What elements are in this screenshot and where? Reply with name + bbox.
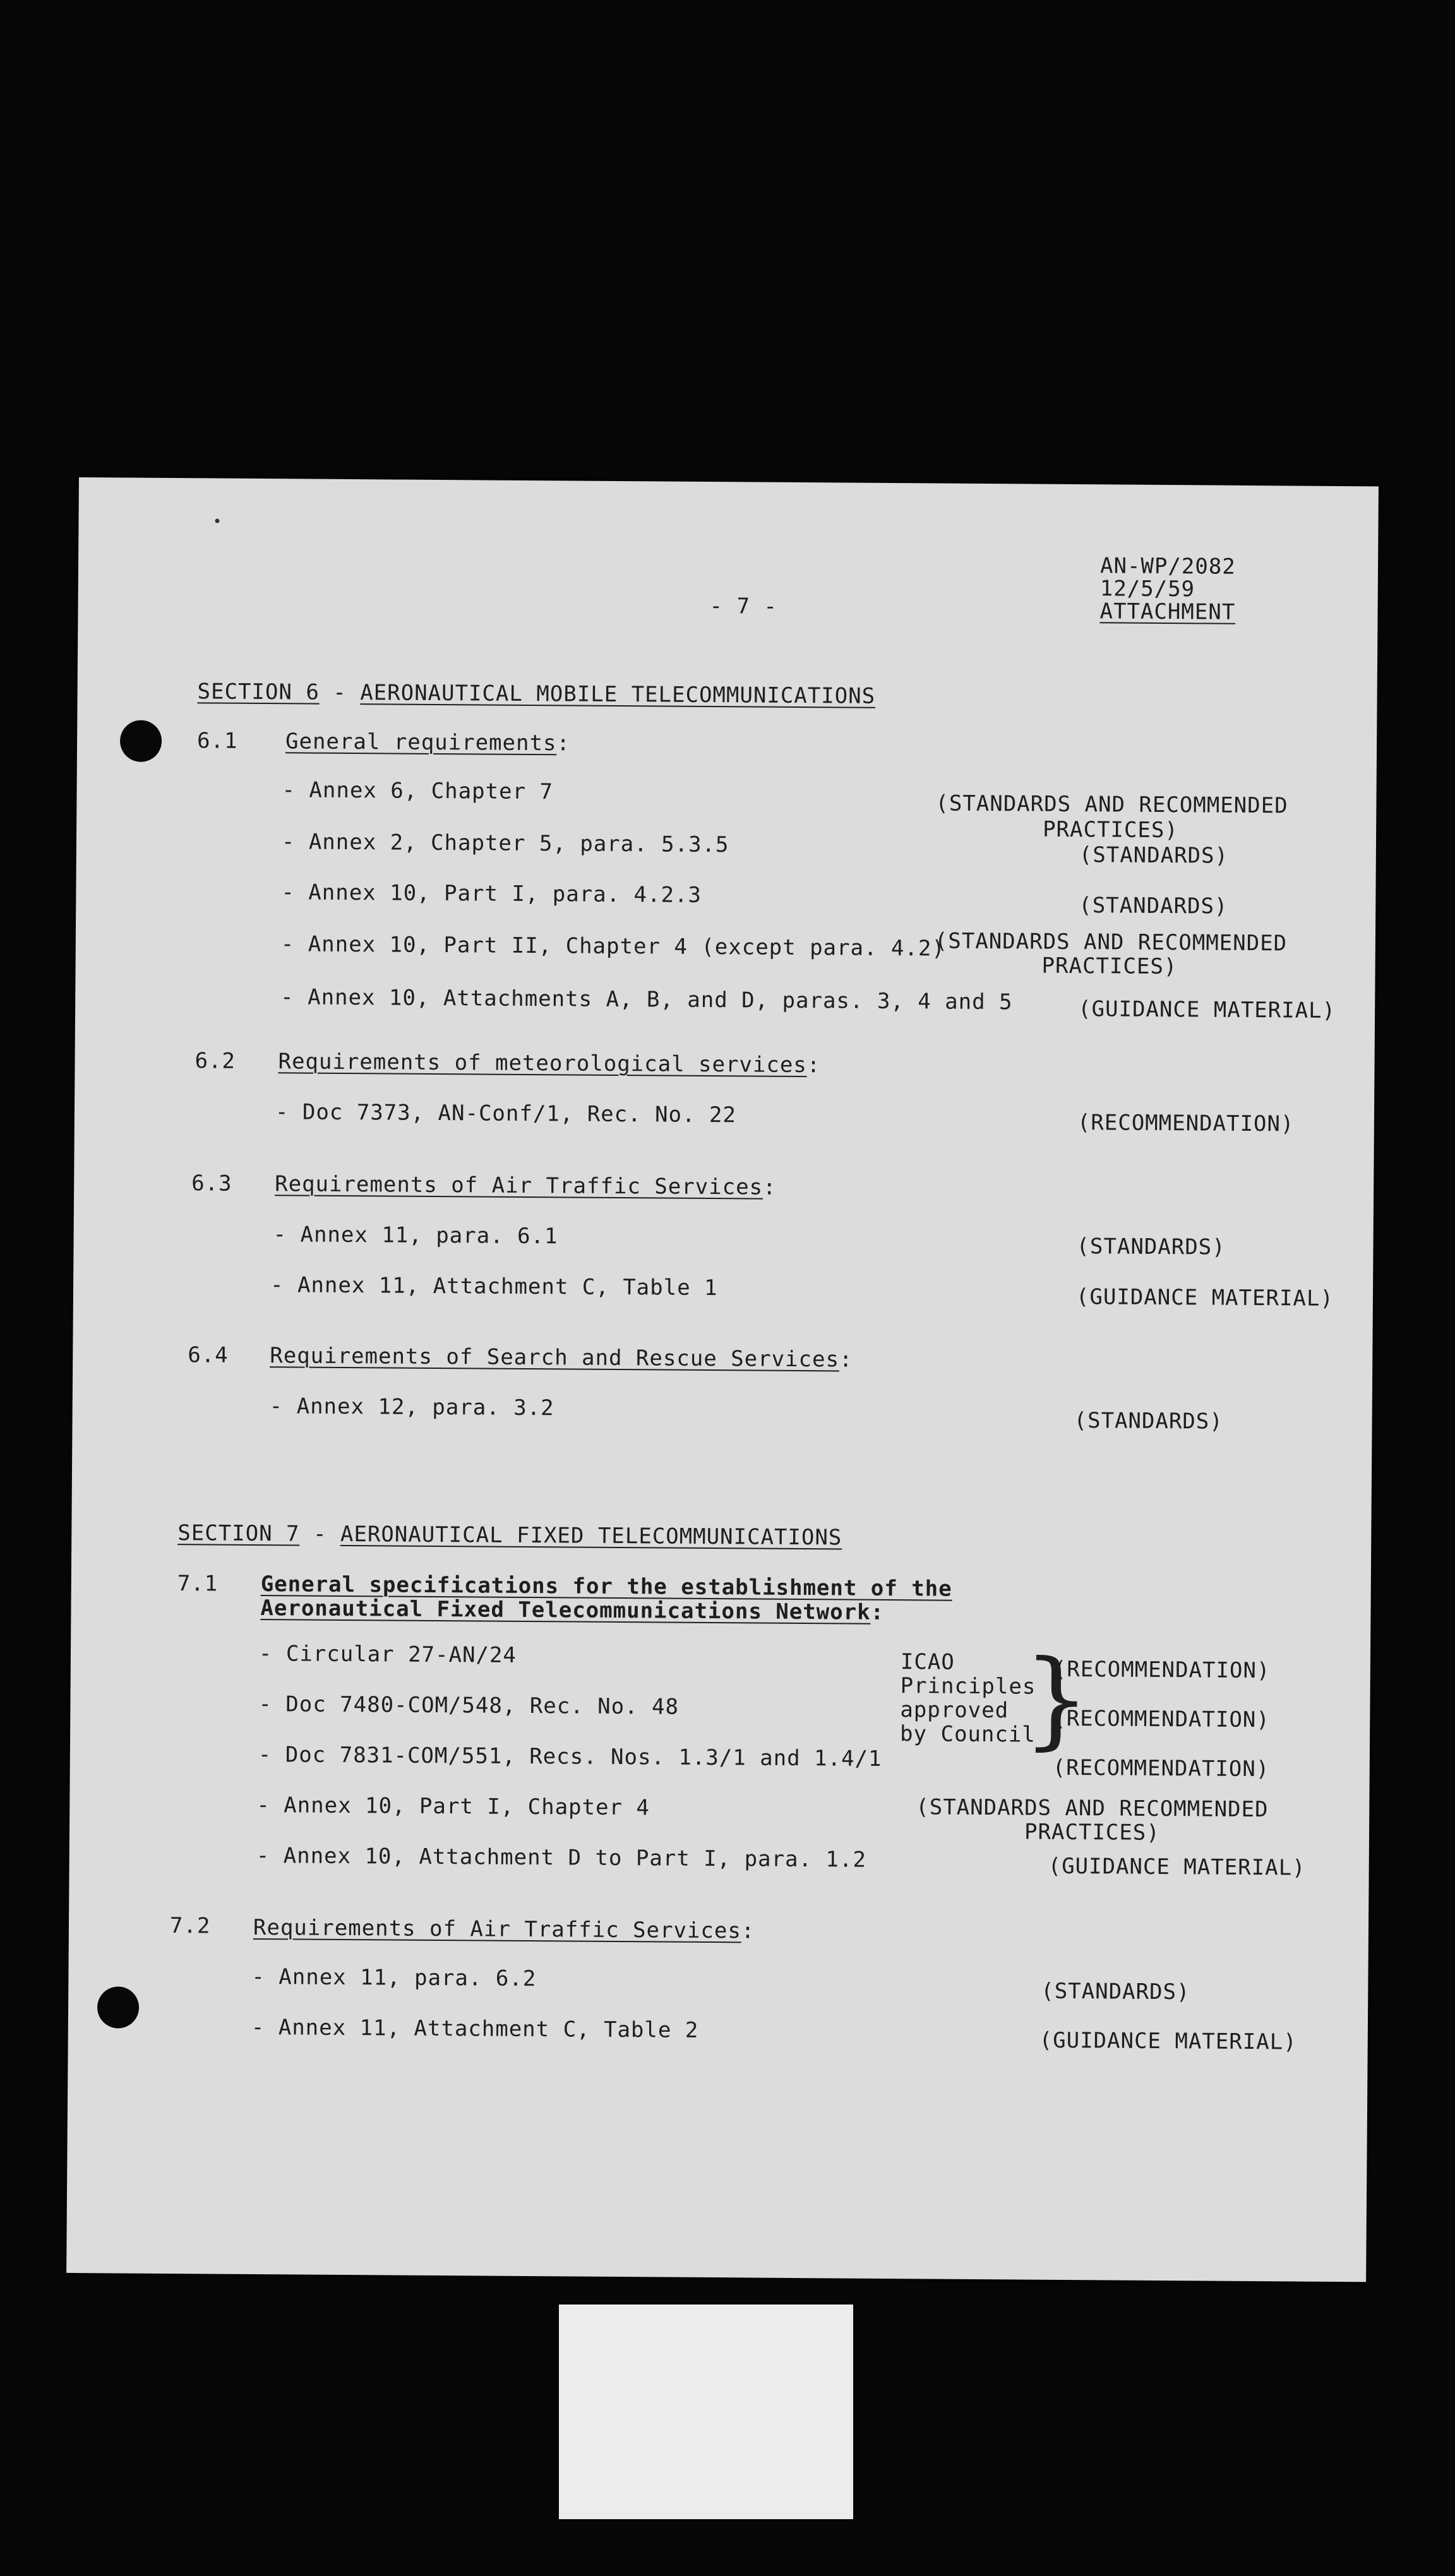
- item-heading-punct: :: [556, 730, 571, 756]
- section-7-title: AERONAUTICAL FIXED TELECOMMUNICATIONS: [340, 1521, 842, 1551]
- reference-note: (RECOMMENDATION): [1077, 1110, 1295, 1137]
- reference-note: (STANDARDS): [1074, 1408, 1223, 1434]
- reference-line: - Annex 11, Attachment C, Table 2: [251, 2014, 699, 2043]
- icao-note-line: Principles: [900, 1673, 1036, 1700]
- item-number: 6.3: [191, 1171, 232, 1196]
- section-7-dash: -: [299, 1521, 341, 1547]
- item-heading-text: Requirements of Search and Rescue Services: [270, 1343, 840, 1373]
- attachment-label: ATTACHMENT: [1099, 599, 1236, 625]
- paper-tag: [559, 2305, 853, 2519]
- doc-date: 12/5/59: [1099, 576, 1195, 602]
- item-heading-punct: :: [870, 1599, 885, 1625]
- reference-note: (GUIDANCE MATERIAL): [1039, 2027, 1297, 2055]
- reference-note: (RECOMMENDATION): [1052, 1755, 1270, 1782]
- reference-note: (STANDARDS): [1041, 1978, 1190, 2005]
- reference-note: (STANDARDS): [1079, 842, 1229, 869]
- item-heading: [275, 1171, 777, 1201]
- punch-hole-bottom: [97, 1986, 139, 2028]
- reference-line: - Annex 10, Part II, Chapter 4 (except para. 4.2): [280, 931, 945, 962]
- reference-note: (RECOMMENDATION): [1053, 1656, 1271, 1684]
- reference-note: (GUIDANCE MATERIAL): [1078, 996, 1336, 1023]
- document-page: [66, 477, 1379, 2282]
- item-heading: [270, 1342, 853, 1373]
- item-heading: General specifications for the establishment of the: [260, 1571, 952, 1602]
- item-heading-text: Aeronautical Fixed Telecommunications Network: [260, 1595, 871, 1625]
- reference-line: - Annex 10, Part I, para. 4.2.3: [281, 880, 702, 908]
- reference-note: (STANDARDS): [1076, 1234, 1226, 1260]
- item-number: 6.2: [195, 1048, 236, 1074]
- item-number: 6.1: [196, 728, 238, 754]
- reference-line: - Annex 10, Attachment D to Part I, para. 1.2: [256, 1843, 867, 1873]
- item-heading-text: Requirements of Air Traffic Services: [275, 1171, 763, 1200]
- reference-line: - Annex 10, Attachments A, B, and D, paras. 3, 4 and 5: [280, 984, 1013, 1015]
- reference-note: (STANDARDS AND RECOMMENDED: [935, 790, 1288, 819]
- section-6-prefix: SECTION 6: [197, 679, 320, 705]
- item-heading-punct: :: [806, 1052, 821, 1078]
- item-heading-text: Requirements of meteorological services: [278, 1049, 807, 1078]
- reference-note-cont: PRACTICES): [1043, 816, 1178, 844]
- item-heading-text: Requirements of Air Traffic Services: [253, 1914, 742, 1944]
- page-number: - 7 -: [709, 593, 778, 619]
- item-heading-line2: [260, 1595, 884, 1626]
- reference-note: (STANDARDS): [1079, 893, 1228, 919]
- reference-note: (STANDARDS AND RECOMMENDED: [934, 928, 1288, 957]
- icao-note-line: approved: [900, 1697, 1009, 1724]
- doc-number: AN-WP/2082: [1099, 553, 1236, 580]
- punch-hole-top: [120, 720, 162, 761]
- curly-brace-icon: }: [1022, 1637, 1091, 1762]
- section-6-dash: -: [319, 679, 361, 706]
- item-heading: [278, 1048, 820, 1078]
- reference-line: - Annex 11, para. 6.2: [251, 1964, 537, 1992]
- reference-note: (STANDARDS AND RECOMMENDED: [916, 1794, 1269, 1823]
- reference-note-cont: PRACTICES): [1024, 1819, 1160, 1846]
- reference-line: - Doc 7373, AN-Conf/1, Rec. No. 22: [275, 1099, 737, 1128]
- item-heading-punct: :: [741, 1918, 755, 1944]
- item-heading: [285, 728, 570, 756]
- reference-note: (GUIDANCE MATERIAL): [1048, 1853, 1306, 1881]
- reference-line: - Doc 7831-COM/551, Recs. Nos. 1.3/1 and 1.4/1: [258, 1742, 882, 1772]
- item-number: 7.1: [177, 1571, 219, 1597]
- reference-line: - Doc 7480-COM/548, Rec. No. 48: [258, 1691, 680, 1720]
- item-heading-punct: :: [762, 1174, 777, 1200]
- reference-note-cont: PRACTICES): [1041, 953, 1178, 980]
- reference-note: (GUIDANCE MATERIAL): [1075, 1284, 1334, 1311]
- reference-line: - Circular 27-AN/24: [258, 1641, 517, 1668]
- reference-line: - Annex 12, para. 3.2: [269, 1393, 554, 1421]
- item-heading-punct: :: [839, 1347, 853, 1373]
- reference-line: - Annex 10, Part I, Chapter 4: [256, 1792, 650, 1821]
- icao-note-line: ICAO: [900, 1649, 955, 1675]
- reference-line: - Annex 11, Attachment C, Table 1: [270, 1272, 718, 1301]
- icao-note-line: by Council: [899, 1721, 1036, 1748]
- section-6-title: AERONAUTICAL MOBILE TELECOMMUNICATIONS: [360, 680, 876, 709]
- item-number: 7.2: [169, 1913, 211, 1939]
- item-number: 6.4: [188, 1342, 229, 1368]
- section-6-heading: [197, 678, 875, 709]
- speck-mark: [215, 519, 219, 523]
- reference-line: - Annex 2, Chapter 5, para. 5.3.5: [281, 829, 729, 858]
- section-7-heading: [177, 1520, 842, 1551]
- reference-line: - Annex 6, Chapter 7: [282, 777, 554, 805]
- reference-line: - Annex 11, para. 6.1: [273, 1222, 558, 1249]
- item-heading: [253, 1914, 755, 1945]
- item-heading-text: General requirements: [285, 729, 557, 756]
- reference-note: (RECOMMENDATION): [1053, 1705, 1270, 1733]
- section-7-prefix: SECTION 7: [177, 1520, 300, 1547]
